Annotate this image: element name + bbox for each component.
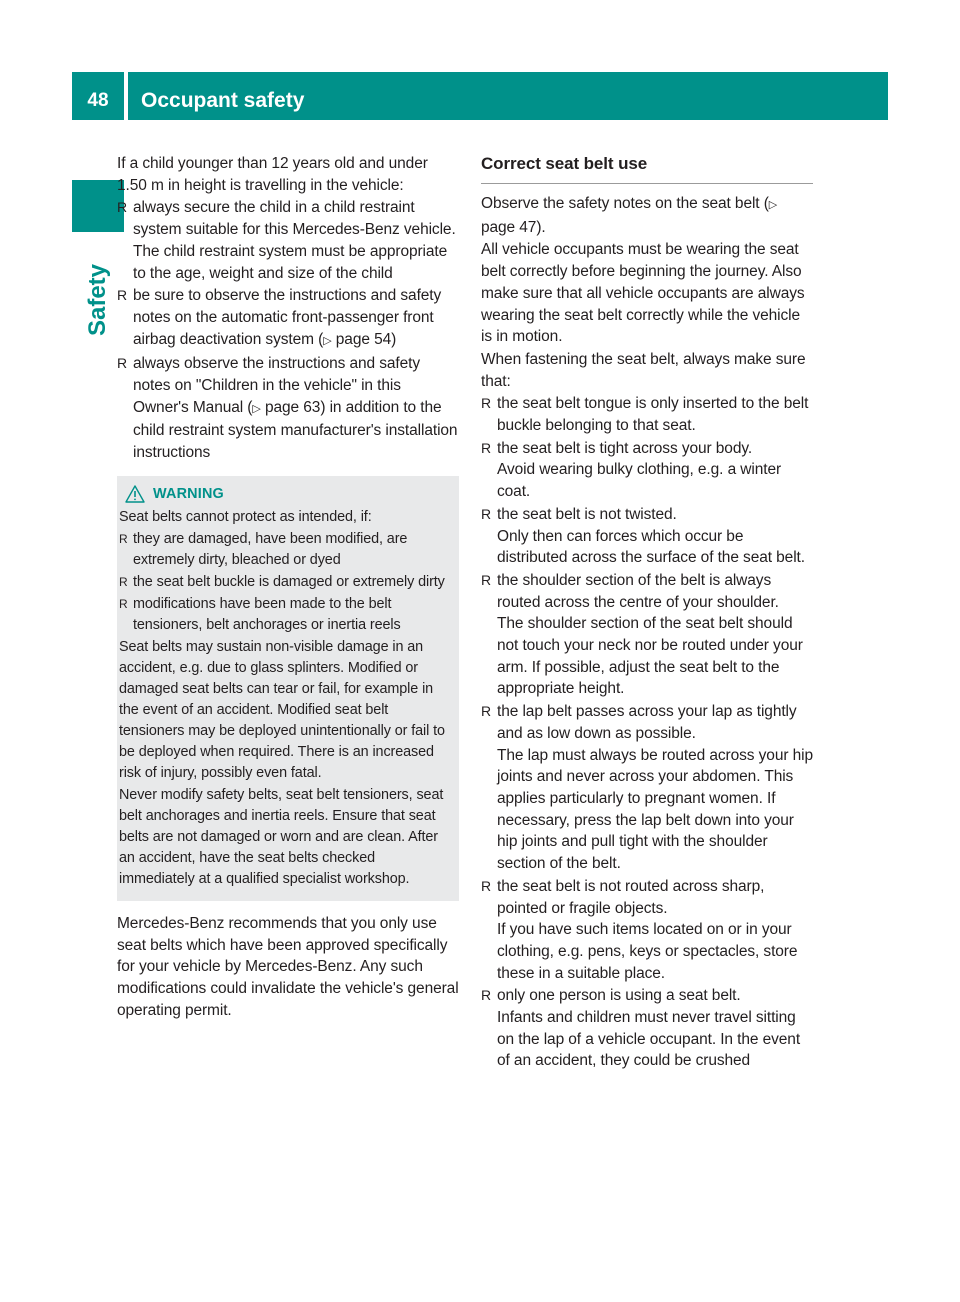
bullet-icon: R — [117, 355, 128, 372]
list-item — [119, 594, 454, 636]
bullet-icon: R — [117, 199, 128, 216]
list-item-text: always secure the child in a child restraint system suitable for this Mercedes-Benz vehicle. The child restraint system must be appropriate to the age, weight and size of the child — [133, 199, 456, 282]
page-reference-link[interactable]: page 54 — [335, 330, 392, 348]
child-safety-list — [117, 197, 459, 463]
seat-belt-checklist — [481, 393, 813, 1072]
bullet-icon: R — [117, 287, 128, 304]
page-reference-arrow-icon: ▷ — [323, 334, 332, 347]
recommendation-paragraph: Mercedes-Benz recommends that you only use seat belts which have been approved specifically for your vehicle by Mercedes-Benz. Any such modifications could invalidate the vehicle's general operating permit. — [117, 914, 459, 1019]
bullet-icon: R — [481, 987, 492, 1004]
child-intro-paragraph: If a child younger than 12 years old and under 1.50 m in height is travelling in the vehicle: — [117, 155, 428, 194]
bullet-icon: R — [119, 574, 128, 589]
side-tab-label: Safety — [84, 263, 111, 337]
bullet-icon: R — [481, 439, 492, 456]
list-item-detail: Infants and children must never travel sitting on the lap of a vehicle occupant. In the event of an accident, they could be crushed — [497, 1009, 801, 1070]
bullet-icon: R — [119, 531, 128, 546]
section-title: Occupant safety — [141, 89, 305, 112]
right-column — [481, 153, 813, 1073]
list-item — [481, 504, 813, 569]
bullet-icon: R — [481, 571, 492, 588]
intro-text: ). — [536, 218, 546, 236]
intro-paragraph — [481, 193, 813, 238]
page-reference-link[interactable]: page 47 — [481, 218, 537, 236]
warning-header — [119, 484, 454, 505]
list-item-text: the seat belt buckle is damaged or extremely dirty — [133, 573, 445, 590]
list-item — [117, 353, 459, 464]
list-item-text: ) in addition to the child restraint system manufacturer's installation instructions — [133, 398, 458, 462]
bullet-icon: R — [119, 596, 128, 611]
list-item — [481, 570, 813, 700]
section-heading: Correct seat belt use — [481, 153, 813, 184]
list-item-text: the seat belt is not twisted. — [497, 505, 677, 523]
list-item-text: they are damaged, have been modified, are extremely dirty, bleached or dyed — [133, 530, 408, 568]
fastening-paragraph: When fastening the seat belt, always make sure that: — [481, 350, 806, 390]
list-item-detail: If you have such items located on or in your clothing, e.g. pens, keys or spectacles, store these in a suitable place. — [497, 921, 798, 982]
list-item-text: the seat belt is not routed across sharp, pointed or fragile objects. — [497, 877, 765, 917]
header-divider — [124, 72, 128, 120]
list-item-text: be sure to observe the instructions and safety notes on the automatic front-passenger front airbag deactivation system ( — [133, 287, 442, 348]
list-item — [481, 701, 813, 875]
list-item-text: the shoulder section of the belt is always routed across the centre of your shoulder. — [497, 571, 779, 611]
list-item-text: always observe the instructions and safety notes on "Children in the vehicle" in this Owner's Manual ( — [133, 355, 421, 416]
occupants-paragraph: All vehicle occupants must be wearing the seat belt correctly before beginning the journey. Also make sure that all vehicle occupants are always wearing the seat belt correctly while the vehicle is in motion. — [481, 241, 805, 346]
warning-paragraph: Seat belts may sustain non-visible damage in an accident, e.g. due to glass splinters. Modified or damaged seat belts can tear or fail, for example in the event of an accident. Modified seat belt tensioners may be deployed unintentionally or fail to be deployed when required. There is an increased risk of injury, possibly even fatal. — [119, 638, 445, 781]
warning-triangle-icon — [125, 485, 145, 503]
warning-box — [117, 476, 459, 901]
bullet-icon: R — [481, 877, 492, 894]
page-number: 48 — [87, 90, 109, 111]
warning-paragraph: Never modify safety belts, seat belt tensioners, seat belt anchorages and inertia reels. Ensure that seat belts are not damaged or worn and are clean. After an accident, have the seat belts checked immediately at a qualified specialist workshop. — [119, 786, 444, 887]
list-item — [119, 529, 454, 571]
list-item-text: only one person is using a seat belt. — [497, 987, 741, 1005]
list-item-text: the lap belt passes across your lap as tightly and as low down as possible. — [497, 703, 797, 742]
list-item-text: the seat belt is tight across your body. — [497, 439, 753, 457]
page-reference-arrow-icon: ▷ — [768, 199, 778, 211]
bullet-icon: R — [481, 703, 492, 720]
list-item — [481, 393, 813, 436]
list-item — [117, 285, 459, 352]
warning-list — [119, 529, 454, 636]
list-item-detail: The shoulder section of the seat belt should not touch your neck nor be routed under your arm. If possible, adjust the seat belt to the appropriate height. — [497, 615, 803, 698]
bullet-icon: R — [481, 505, 492, 522]
list-item — [117, 197, 459, 284]
list-item — [481, 876, 813, 985]
list-item — [481, 438, 813, 503]
list-item — [481, 985, 813, 1072]
page-reference-arrow-icon: ▷ — [252, 402, 261, 415]
list-item-text: the seat belt tongue is only inserted to the belt buckle belonging to that seat. — [497, 395, 809, 435]
intro-text: Observe the safety notes on the seat belt ( — [481, 195, 769, 212]
left-column — [117, 153, 459, 1022]
warning-intro: Seat belts cannot protect as intended, if: — [119, 508, 372, 525]
list-item-detail: Only then can forces which occur be distributed across the surface of the seat belt. — [497, 527, 805, 567]
list-item — [119, 572, 454, 593]
page-reference-link[interactable]: page 63 — [264, 398, 321, 416]
list-item-detail: The lap must always be routed across your hip joints and never across your abdomen. This applies particularly to pregnant women. If necessary, press the lap belt down into your hip joints and pull tight with the shoulder section of the belt. — [497, 746, 813, 873]
bullet-icon: R — [481, 395, 492, 412]
warning-title: WARNING — [153, 485, 224, 502]
list-item-text: ) — [391, 330, 397, 348]
list-item-text: modifications have been made to the belt tensioners, belt anchorages or inertia reels — [133, 595, 401, 633]
list-item-detail: Avoid wearing bulky clothing, e.g. a winter coat. — [497, 461, 782, 501]
